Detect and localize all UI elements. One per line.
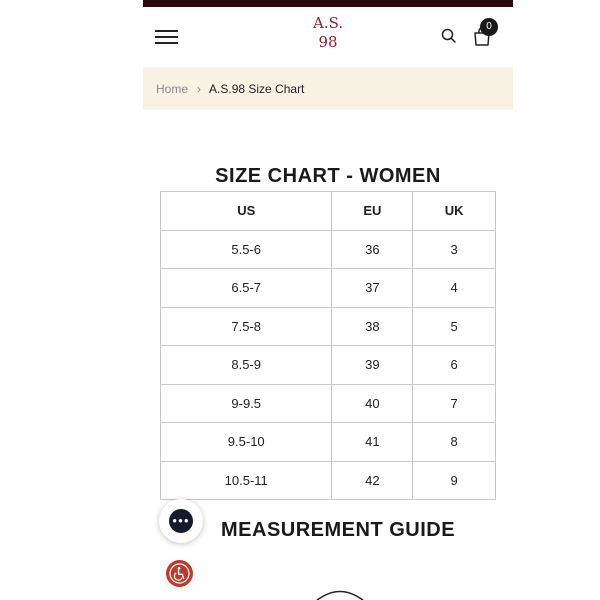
breadcrumb-current: A.S.98 Size Chart: [209, 81, 305, 96]
logo-line-2: 98: [318, 33, 338, 51]
cell-us: 6.5-7: [161, 269, 332, 308]
cell-uk: 8: [413, 423, 496, 462]
cell-uk: 6: [413, 346, 496, 385]
cell-eu: 37: [332, 269, 413, 308]
site-header: [143, 7, 513, 67]
cell-uk: 9: [413, 461, 496, 500]
column-header-uk: UK: [413, 192, 496, 231]
breadcrumb: [143, 67, 513, 110]
table-row: [161, 269, 496, 308]
cell-eu: 40: [332, 384, 413, 423]
table-row: [161, 384, 496, 423]
cell-us: 10.5-11: [161, 461, 332, 500]
table-row: [161, 307, 496, 346]
size-chart-table: [160, 191, 496, 500]
cart-count-badge: 0: [480, 18, 498, 36]
brand-logo[interactable]: [313, 14, 343, 52]
column-header-eu: EU: [332, 192, 413, 231]
top-strip: [143, 0, 513, 7]
measurement-guide-title: MEASUREMENT GUIDE: [221, 519, 456, 541]
accessibility-icon[interactable]: [166, 560, 193, 587]
cell-us: 8.5-9: [161, 346, 332, 385]
table-row: [161, 230, 496, 269]
table-row: [161, 346, 496, 385]
cell-uk: 4: [413, 269, 496, 308]
cell-eu: 41: [332, 423, 413, 462]
column-header-us: US: [161, 192, 332, 231]
cell-eu: 39: [332, 346, 413, 385]
cell-us: 9.5-10: [161, 423, 332, 462]
breadcrumb-home-link[interactable]: Home: [156, 81, 189, 96]
table-row: [161, 461, 496, 500]
cell-uk: 3: [413, 230, 496, 269]
cell-eu: 38: [332, 307, 413, 346]
cell-eu: 42: [332, 461, 413, 500]
cell-uk: 5: [413, 307, 496, 346]
hamburger-menu-icon[interactable]: [155, 29, 178, 45]
cell-eu: 36: [332, 230, 413, 269]
cell-uk: 7: [413, 384, 496, 423]
chat-bubble-icon[interactable]: ●●●: [159, 499, 203, 543]
logo-line-1: A.S.: [313, 14, 344, 32]
cell-us: 5.5-6: [161, 230, 332, 269]
cell-us: 7.5-8: [161, 307, 332, 346]
search-icon[interactable]: [440, 27, 458, 45]
table-row: [161, 423, 496, 462]
measurement-guide-illustration: [310, 588, 370, 600]
table-header-row: [161, 192, 496, 231]
size-chart-title: SIZE CHART - WOMEN: [215, 165, 441, 187]
chevron-right-icon: ›: [197, 81, 202, 96]
cell-us: 9-9.5: [161, 384, 332, 423]
